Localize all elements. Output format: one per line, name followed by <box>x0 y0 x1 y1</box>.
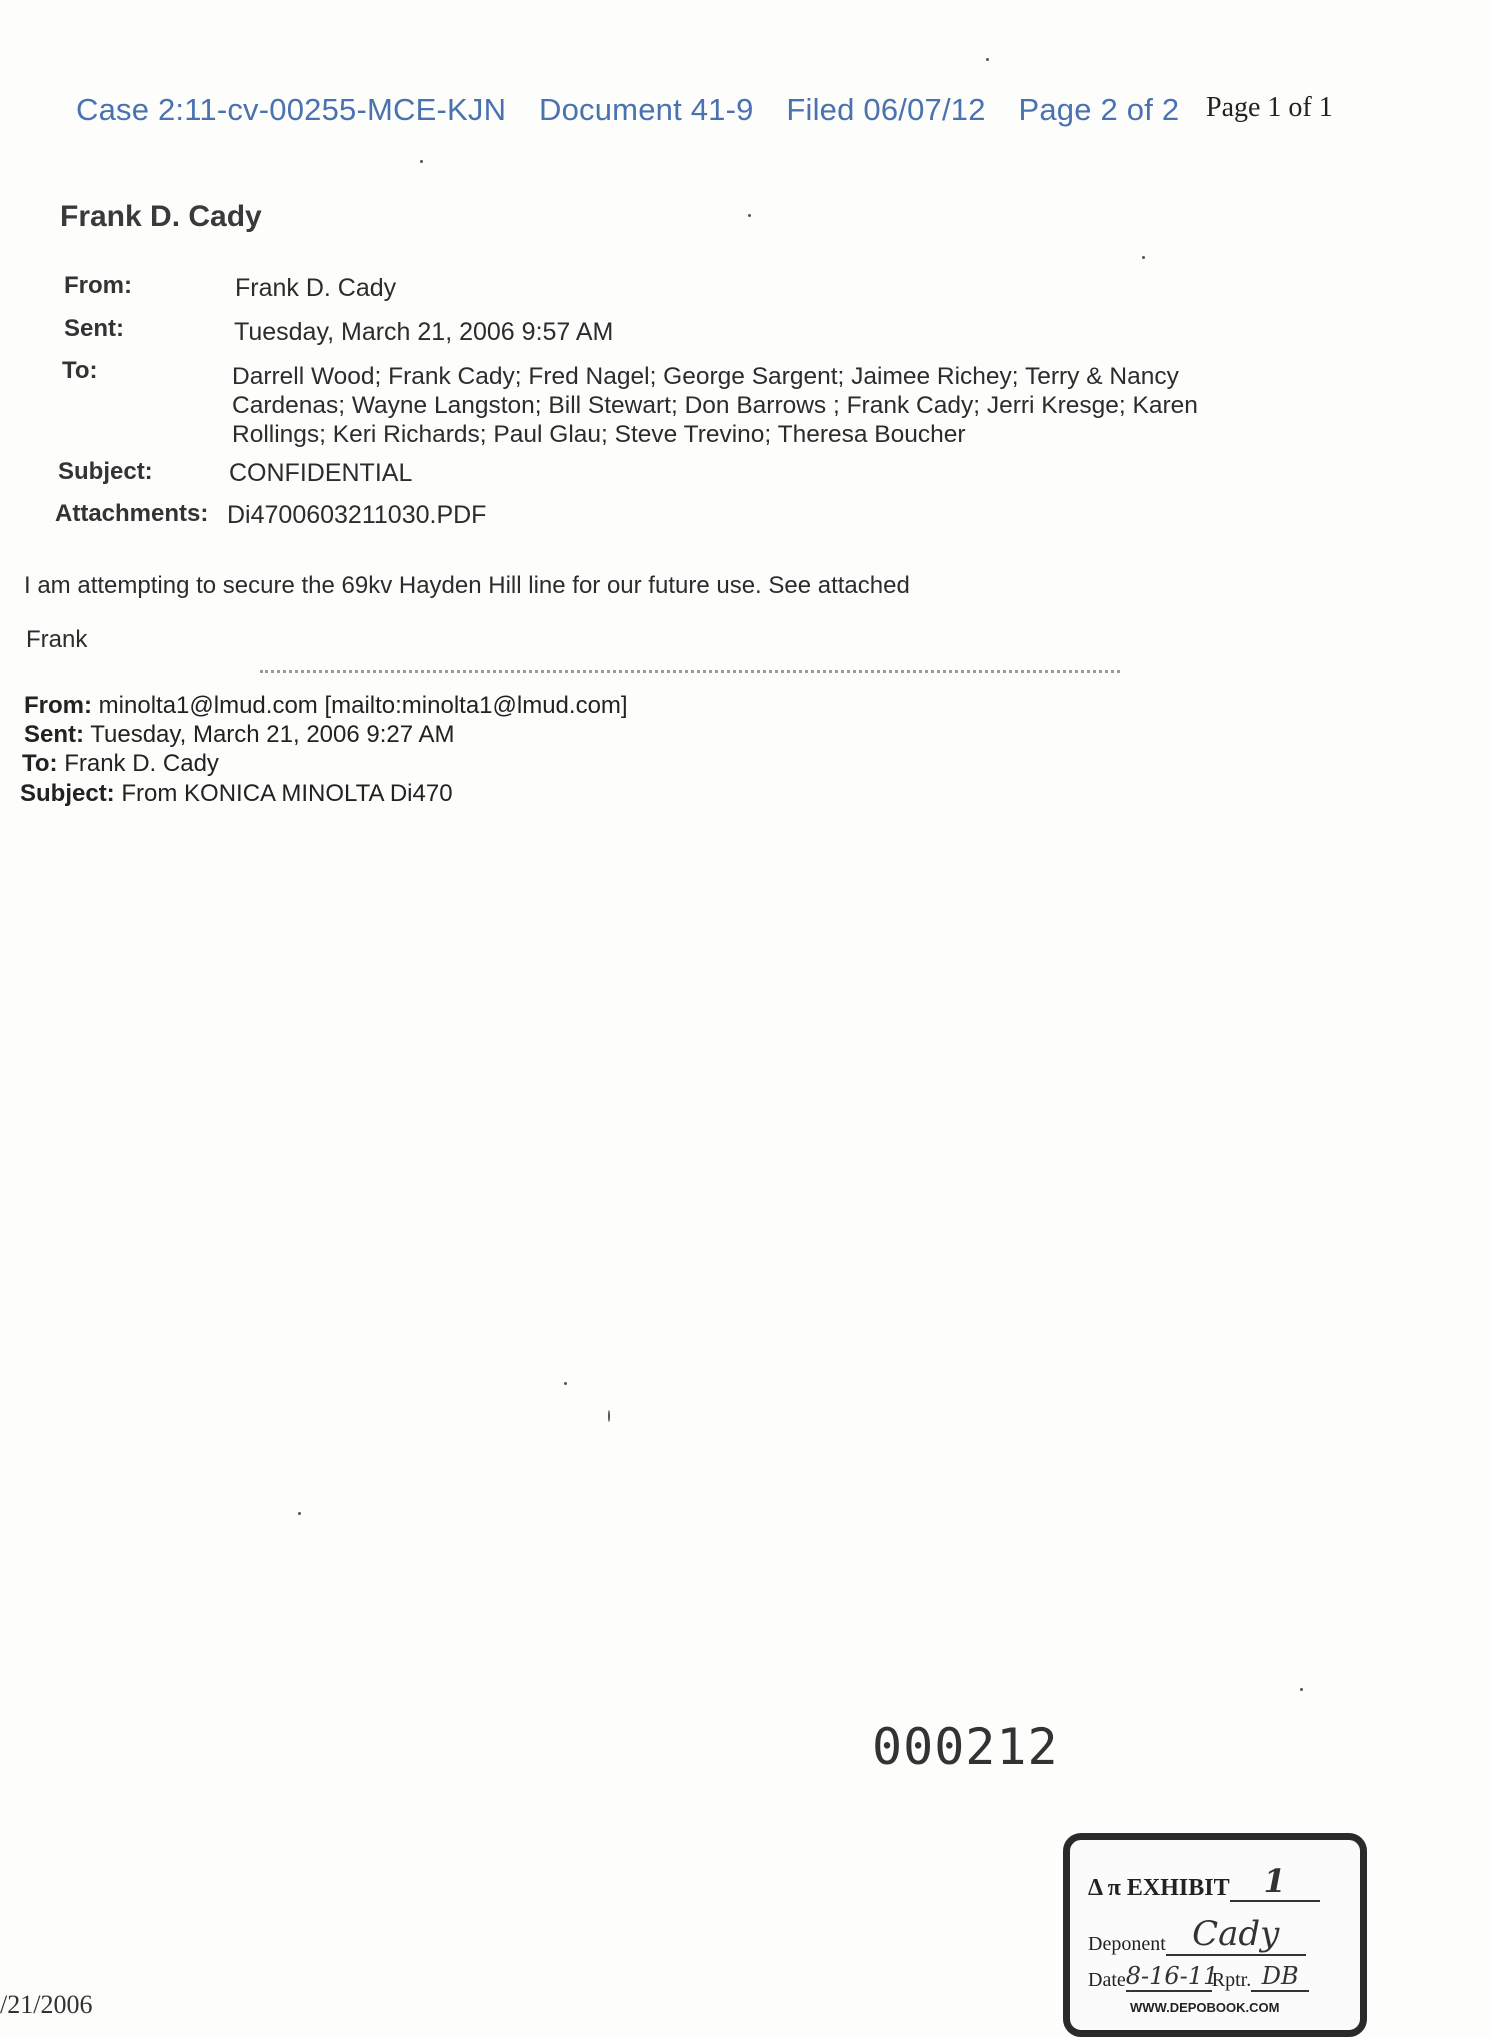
stamp-date-label: Date <box>1088 1969 1126 1991</box>
to-label: To: <box>62 357 98 384</box>
sent-label: Sent: <box>64 315 124 342</box>
attachment-file: Di4700603211030.PDF <box>227 501 487 529</box>
fwd-from-label: From: <box>24 692 92 719</box>
body-message: I am attempting to secure the 69kv Hayden Hill line for our future use. See attached <box>24 572 910 599</box>
fwd-subject-value: From KONICA MINOLTA Di470 <box>121 780 453 807</box>
scan-speck <box>986 58 989 61</box>
stamp-date-row <box>1088 1962 1309 1992</box>
document-number: Document 41-9 <box>539 92 754 127</box>
stamp-rptr-label: Rptr. <box>1211 1969 1252 1991</box>
fwd-sent-value: Tuesday, March 21, 2006 9:27 AM <box>90 721 455 748</box>
from-value: Frank D. Cady <box>235 274 397 302</box>
subject-value: CONFIDENTIAL <box>229 459 413 487</box>
stamp-deponent-label: Deponent <box>1088 1933 1166 1955</box>
stamp-website: WWW.DEPOBOOK.COM <box>1130 2000 1280 2015</box>
print-page-of: Page 1 of 1 <box>1206 92 1333 123</box>
to-recipients: Darrell Wood; Frank Cady; Fred Nagel; George Sargent; Jaimee Richey; Terry & Nancy Cardenas; Wayne Langston; Bill Stewart; Don Barrows ; Frank Cady; Jerri Kresge; Karen Rollings; Keri Richards; Paul Glau; Steve Trevino; Theresa Boucher <box>232 363 1198 448</box>
scan-speck <box>564 1382 567 1385</box>
stamp-deponent-row <box>1088 1914 1306 1956</box>
subject-label: Subject: <box>58 458 153 485</box>
sender-name: Frank D. Cady <box>60 200 262 233</box>
fwd-from <box>24 692 628 720</box>
scan-speck <box>1142 256 1145 259</box>
scan-speck <box>608 1410 610 1422</box>
scan-speck <box>298 1512 301 1515</box>
print-date-fragment: /21/2006 <box>0 1990 93 2019</box>
exhibit-stamp <box>1063 1833 1367 2037</box>
stamp-title: Δ π EXHIBIT <box>1088 1875 1230 1901</box>
fwd-sent <box>24 721 454 749</box>
case-number: Case 2:11-cv-00255-MCE-KJN <box>76 92 507 127</box>
fwd-to <box>22 750 219 778</box>
fwd-sent-label: Sent: <box>24 721 84 748</box>
body-signature: Frank <box>26 626 88 653</box>
from-label: From: <box>64 272 132 299</box>
scan-speck <box>748 214 751 217</box>
stamp-deponent-value: Cady <box>1166 1914 1306 1956</box>
scan-speck <box>1300 1688 1303 1691</box>
fwd-subject <box>20 780 453 808</box>
filed-date: Filed 06/07/12 <box>786 92 986 127</box>
page-number: Page 2 of 2 <box>1018 92 1180 127</box>
sent-value: Tuesday, March 21, 2006 9:57 AM <box>234 318 614 346</box>
court-header <box>76 92 1203 128</box>
bates-number: 000212 <box>872 1718 1059 1776</box>
fwd-to-label: To: <box>22 750 58 777</box>
stamp-date-value: 8-16-11 <box>1125 1962 1219 1990</box>
fwd-subject-label: Subject: <box>20 780 115 807</box>
scan-speck <box>420 160 423 163</box>
separator-line <box>260 670 1120 673</box>
stamp-rptr-value: DB <box>1251 1962 1309 1992</box>
stamp-exhibit-number: 1 <box>1230 1862 1320 1902</box>
fwd-from-value: minolta1@lmud.com [mailto:minolta1@lmud.com] <box>98 692 628 719</box>
stamp-title-row <box>1088 1862 1320 1902</box>
attachments-label: Attachments: <box>55 500 209 527</box>
fwd-to-value: Frank D. Cady <box>64 750 219 777</box>
